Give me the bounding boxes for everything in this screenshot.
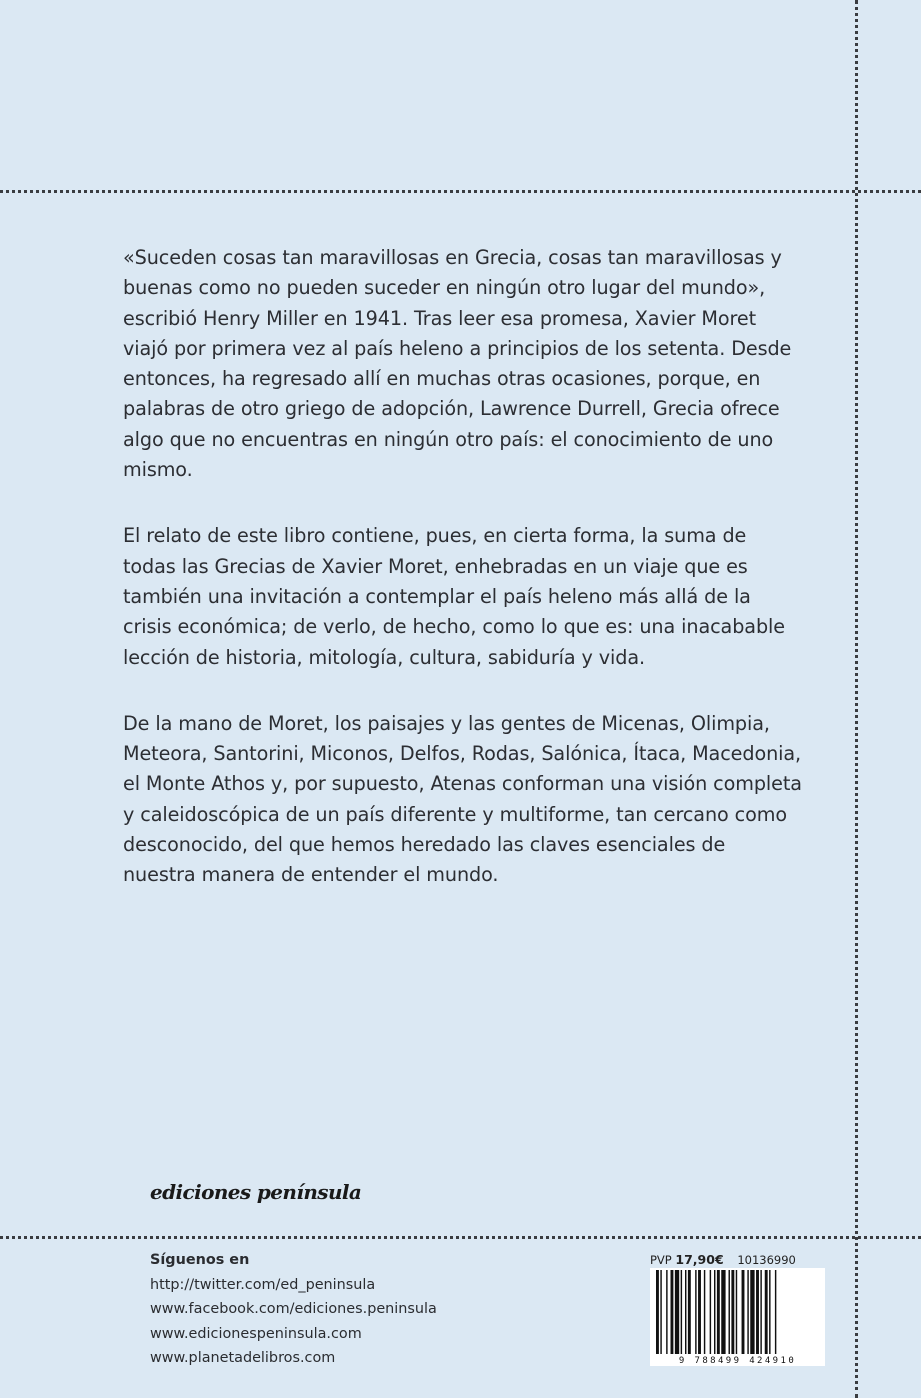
top-dotted-line [0,190,921,193]
barcode-bar [729,1270,730,1354]
barcode-bar [756,1270,759,1354]
publisher-logo: ediciones península [150,1180,362,1204]
social-link-website[interactable]: www.edicionespeninsula.com [150,1325,362,1342]
social-link-facebook[interactable]: www.facebook.com/ediciones.peninsula [150,1301,437,1318]
barcode-bar [656,1270,659,1354]
barcode-bar [714,1270,715,1354]
social-link-twitter[interactable]: http://twitter.com/ed_peninsula [150,1276,376,1293]
barcode-bar [717,1270,720,1354]
social-links [150,1248,437,1371]
back-cover-blurb [123,243,803,927]
barcode-bar [698,1270,701,1354]
social-heading: Síguenos en [150,1252,250,1268]
blurb-paragraph-3: De la mano de Moret, los paisajes y las gentes de Micenas, Olimpia, Meteora, Santorini, Miconos, Delfos, Rodas, Salónica, Ítaca, Macedonia, el Monte Athos y, por supuesto, Atenas conforman una visión completa y caleidoscópica de un país diferente y multiforme, tan cercano como desconocido, del que hemos heredado las claves esenciales de nuestra manera de entender el mundo. [123,711,802,887]
barcode-bar [750,1270,754,1354]
barcode-bar [671,1270,674,1354]
barcode-bar [688,1270,691,1354]
barcode-bar [775,1270,776,1354]
barcode-bar [747,1270,748,1354]
barcode-bar [760,1270,761,1354]
price-prefix: PVP [650,1253,672,1267]
product-code: 10136990 [737,1253,796,1267]
barcode-bar [666,1270,667,1354]
barcode-bar [736,1270,737,1354]
barcode-bar [685,1270,686,1354]
bottom-dotted-line [0,1236,921,1239]
barcode-bar [660,1270,661,1354]
isbn-digits: 9 788499 424910 [678,1356,797,1366]
social-link-planeta[interactable]: www.planetadelibros.com [150,1350,336,1367]
barcode-bar [710,1270,711,1354]
barcode-bar [721,1270,725,1354]
barcode-bar [695,1270,696,1354]
barcode-bar [681,1270,682,1354]
price-amount: 17,90€ [675,1252,724,1267]
right-dotted-line [855,0,858,1398]
barcode-bar [742,1270,745,1354]
barcode-bar [675,1270,679,1354]
price-line [650,1252,796,1267]
isbn-barcode [650,1268,825,1366]
barcode-bar [704,1270,705,1354]
barcode-bar [731,1270,734,1354]
barcode-bar [765,1270,768,1354]
blurb-paragraph-2: El relato de este libro contiene, pues, en cierta forma, la suma de todas las Grecias de Xavier Moret, enhebradas en un viaje que es también una invitación a contemplar el país heleno más allá de la crisis económica; de verlo, de hecho, como lo que es: una inacabable lección de historia, mitología, cultura, sabiduría y vida. [123,524,785,669]
barcode-bar [769,1270,770,1354]
blurb-paragraph-1: «Suceden cosas tan maravillosas en Grecia, cosas tan maravillosas y buenas como no pueden suceder en ningún otro lugar del mundo», escribió Henry Miller en 1941. Tras leer esa promesa, Xavier Moret viajó por primera vez al país heleno a principios de los setenta. Desde entonces, ha regresado allí en muchas otras ocasiones, porque, en palabras de otro griego de adopción, Lawrence Durrell, Grecia ofrece algo que no encuentras en ningún otro país: el conocimiento de uno mismo. [123,246,792,482]
